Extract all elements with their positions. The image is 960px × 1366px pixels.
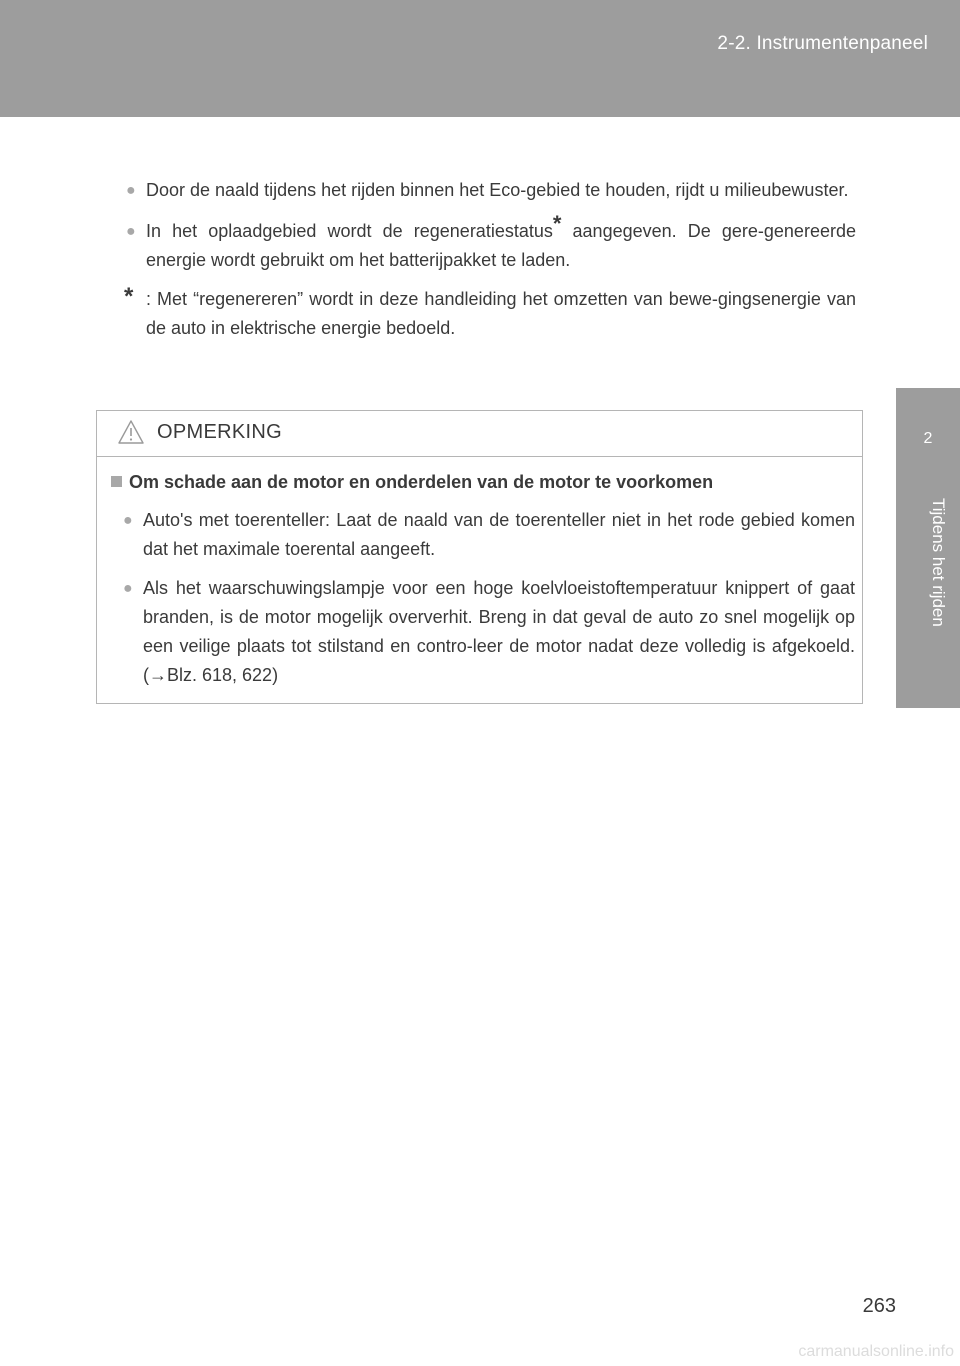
bullet-text-before: In het oplaadgebied wordt de regeneratiestatus <box>146 221 553 241</box>
page-number: 263 <box>862 1295 896 1317</box>
caution-box <box>96 410 863 704</box>
bullet-text: Door de naald tijdens het rijden binnen het Eco-gebied te houden, rijdt u milieubewuster. <box>146 180 849 200</box>
caution-item-text: Als het waarschuwingslampje voor een hoge koelvloeistoftemperatuur knippert of gaat branden, is de motor mogelijk oververhit. Breng in dat geval de auto zo snel mogelijk op een veilige plaats tot stilstand en contro-leer de motor nadat deze volledig is afgekoeld. (→Blz. 618, 622) <box>143 578 855 685</box>
footnote-mark: * <box>124 283 134 310</box>
bullet-dot-icon: ● <box>126 182 136 199</box>
footnote <box>126 285 856 343</box>
caution-body <box>111 468 855 700</box>
main-content <box>126 176 856 343</box>
list-item <box>126 176 856 205</box>
watermark: carmanualsonline.info <box>798 1343 954 1360</box>
caution-heading <box>111 468 855 497</box>
caution-header <box>97 411 862 457</box>
footnote-text: : Met “regenereren” wordt in deze handleiding het omzetten van bewe-gingsenergie van de auto in elektrische energie bedoeld. <box>146 289 856 338</box>
chapter-label: Tijdens het rijden <box>929 498 948 627</box>
list-item <box>126 211 856 275</box>
caution-title: OPMERKING <box>157 421 282 443</box>
warning-triangle-icon <box>117 419 145 445</box>
list-item <box>111 506 855 564</box>
chapter-number: 2 <box>923 430 933 447</box>
page-header <box>0 0 960 117</box>
bullet-text-after: aangegeven. De gere-genereerde energie wordt gebruikt om het batterijpakket te laden. <box>146 221 856 270</box>
bullet-dot-icon: ● <box>126 223 136 240</box>
bullet-dot-icon: ● <box>123 580 133 597</box>
list-item <box>111 574 855 690</box>
chapter-tab <box>896 388 960 708</box>
caution-item-text: Auto's met toerenteller: Laat de naald van de toerenteller niet in het rode gebied komen dat het maximale toerental aangeeft. <box>143 510 855 559</box>
footnote-star: * <box>552 211 562 236</box>
square-bullet-icon <box>111 476 122 487</box>
section-title: 2-2. Instrumentenpaneel <box>717 33 928 54</box>
caution-heading-text: Om schade aan de motor en onderdelen van de motor te voorkomen <box>129 472 714 492</box>
bullet-dot-icon: ● <box>123 512 133 529</box>
